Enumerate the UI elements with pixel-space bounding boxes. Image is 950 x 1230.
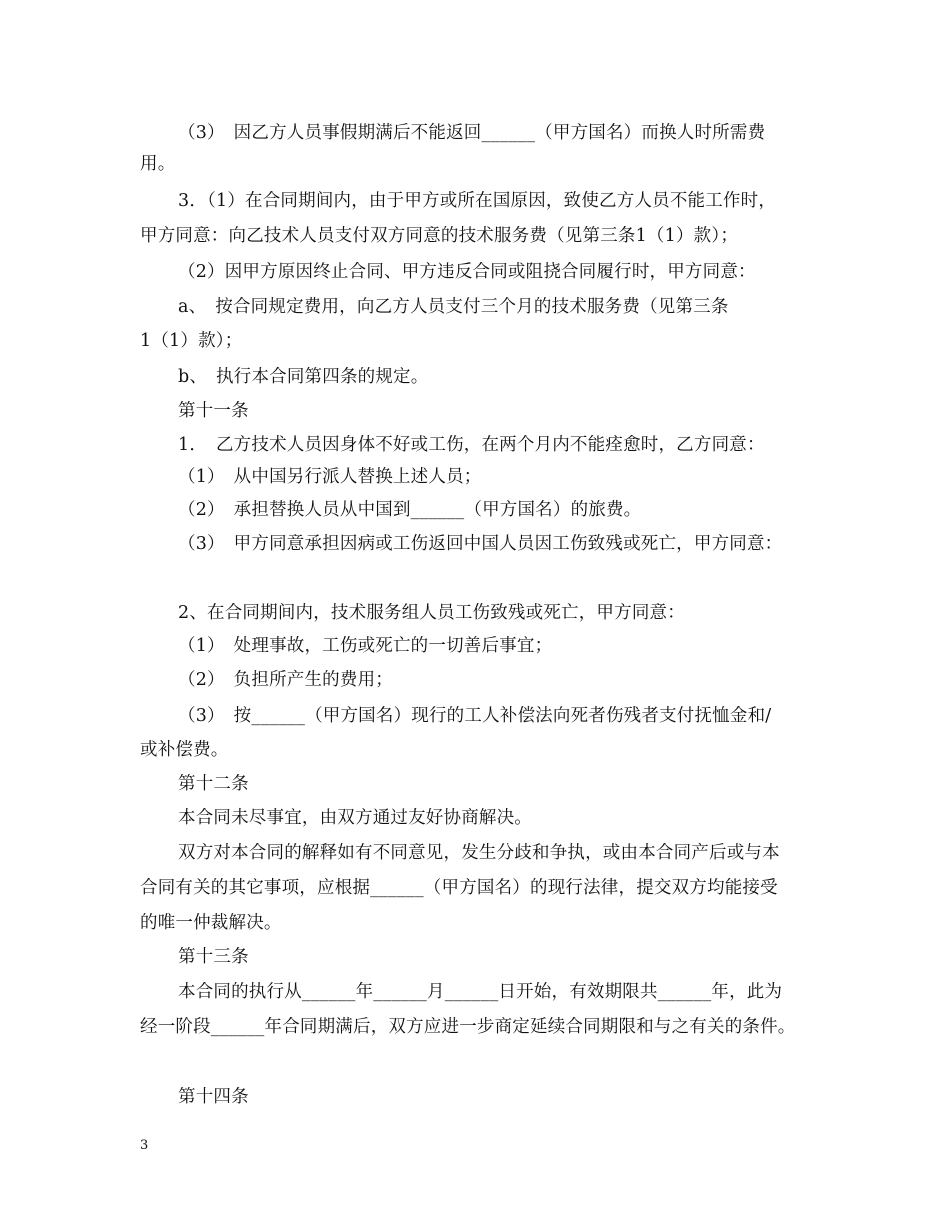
text-line: 1（1）款）；: [140, 331, 243, 351]
text-line: b、 执行本合同第四条的规定。: [178, 367, 429, 387]
section-heading: 第十二条: [178, 774, 249, 794]
text-line: 本合同未尽事宜，由双方通过友好协商解决。: [178, 808, 532, 828]
text-line: a、 按合同规定费用，向乙方人员支付三个月的技术服务费（见第三条: [178, 297, 729, 317]
page-number: 3: [140, 1138, 149, 1153]
section-heading: 第十四条: [178, 1087, 249, 1107]
text-line: 双方对本合同的解释如有不同意见，发生分歧和争执，或由本合同产后或与本: [178, 843, 780, 863]
section-heading: 第十一条: [178, 401, 249, 421]
text-line: 甲方同意：向乙技术人员支付双方同意的技术服务费（见第三条1（1）款）；: [140, 226, 739, 246]
text-line: 3．（1）在合同期间内，由于甲方或所在国原因，致使乙方人员不能工作时，: [178, 191, 777, 211]
text-line: （2） 负担所产生的费用；: [178, 670, 393, 690]
section-heading: 第十三条: [178, 947, 249, 967]
text-line: （3） 按______（甲方国名）现行的工人补偿法向死者伤残者支付抚恤金和/: [178, 706, 772, 726]
text-line: 合同有关的其它事项，应根据______（甲方国名）的现行法律，提交双方均能接受: [140, 878, 778, 898]
text-line: （1） 处理事故，工伤或死亡的一切善后事宜；: [178, 636, 553, 656]
text-line: 用。: [140, 154, 176, 174]
text-line: 经一阶段______年合同期满后，双方应进一步商定延续合同期限和与之有关的条件。: [140, 1017, 796, 1037]
text-line: 1． 乙方技术人员因身体不好或工伤，在两个月内不能痊愈时，乙方同意：: [178, 435, 765, 455]
text-line: （2） 承担替换人员从中国到______（甲方国名）的旅费。: [178, 500, 642, 520]
text-line: （3） 甲方同意承担因病或工伤返回中国人员因工伤致残或死亡，甲方同意：: [178, 534, 783, 554]
text-line: （1） 从中国另行派人替换上述人员；: [178, 467, 482, 487]
text-line: 2、在合同期间内，技术服务组人员工伤致残或死亡，甲方同意：: [178, 603, 685, 623]
text-line: 的唯一仲裁解决。: [140, 913, 282, 933]
text-line: （3） 因乙方人员事假期满后不能返回______（甲方国名）而换人时所需费: [178, 123, 766, 143]
text-line: 或补偿费。: [140, 740, 229, 760]
text-line: 本合同的执行从______年______月______日开始，有效期限共______年，此为: [178, 982, 783, 1002]
text-line: （2）因甲方原因终止合同、甲方违反合同或阻挠合同履行时，甲方同意：: [178, 262, 756, 282]
